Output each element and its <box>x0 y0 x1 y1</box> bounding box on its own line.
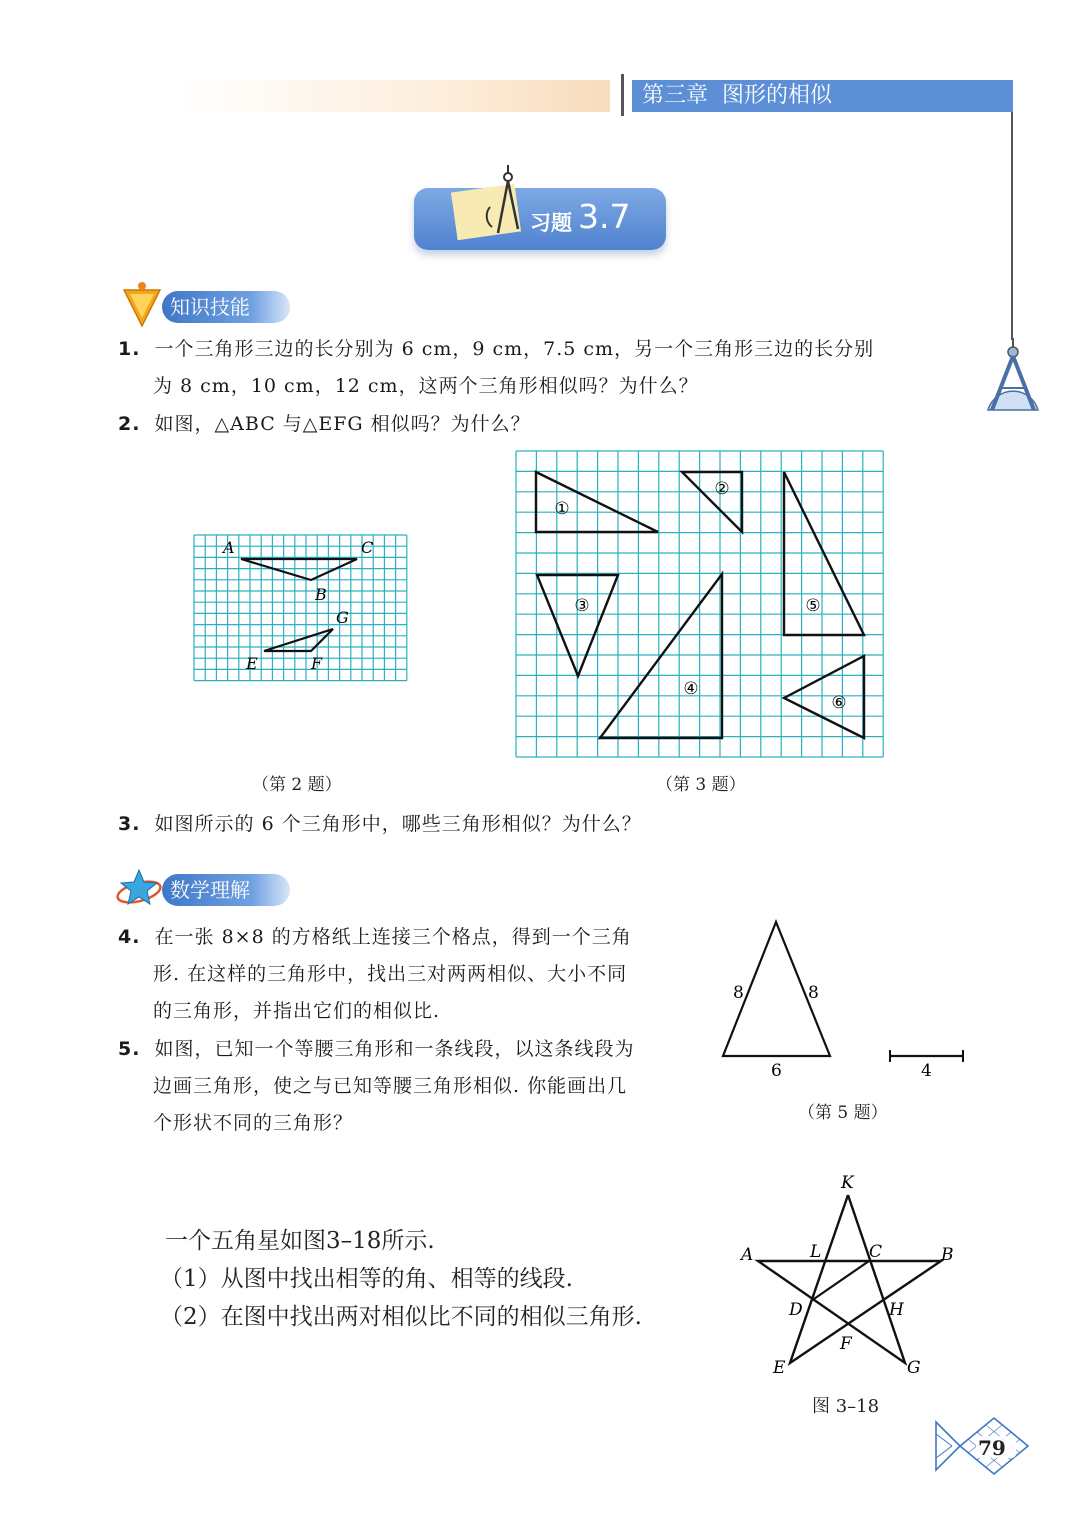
question-3 <box>118 805 642 843</box>
star-prompt-part2: （2）在图中找出两对相似比不同的相似三角形. <box>160 1304 642 1330</box>
figure-5-caption: （第 5 题） <box>798 1103 888 1123</box>
label-triangle-5: ⑤ <box>805 596 821 616</box>
star-prompt-part1: （1）从图中找出相等的角、相等的线段. <box>160 1266 573 1292</box>
label-triangle-3: ③ <box>574 596 590 616</box>
margin-rule <box>1011 112 1013 340</box>
question-5-line2: 边画三角形，使之与已知等腰三角形相似. 你能画出几 <box>153 1075 628 1097</box>
segment-cd <box>811 1261 869 1301</box>
figure-2-caption: （第 2 题） <box>252 775 342 795</box>
figure-2 <box>186 525 414 685</box>
star-prompt-intro: 一个五角星如图3–18所示. <box>165 1228 435 1254</box>
exercise-label: 习题 <box>530 211 572 235</box>
label-triangle-6: ⑥ <box>831 693 847 713</box>
question-5-line3: 个形状不同的三角形？ <box>153 1112 354 1134</box>
pencil-top-icon <box>122 280 162 328</box>
question-1-line1: 一个三角形三边的长分别为 6 cm，9 cm，7.5 cm，另一个三角形三边的长分别 <box>154 338 875 360</box>
chapter-number: 第三章 <box>642 83 709 108</box>
header-decoration <box>180 80 610 112</box>
label-g: G <box>336 608 349 627</box>
side-left-label: 8 <box>733 983 744 1003</box>
label-triangle-1: ① <box>554 499 570 519</box>
section-understanding-title: 数学理解 <box>170 878 250 902</box>
segment-label: 4 <box>921 1061 932 1081</box>
label-b: B <box>315 585 327 604</box>
triangle-efg <box>264 629 333 651</box>
triangle-6 <box>784 656 864 738</box>
compass-icon <box>470 165 530 245</box>
label-k: K <box>841 1173 854 1193</box>
label-c: C <box>869 1242 883 1262</box>
star-orbit-icon <box>114 866 164 910</box>
question-2-text: 如图，△ABC 与△EFG 相似吗？为什么？ <box>154 413 531 435</box>
label-g: G <box>907 1358 921 1378</box>
figure-3-18-caption: 图 3–18 <box>812 1396 880 1417</box>
question-4 <box>118 918 632 956</box>
question-2 <box>118 405 531 443</box>
header-divider <box>621 74 624 116</box>
triangle-2 <box>682 472 742 532</box>
question-5-number: 5. <box>118 1038 141 1060</box>
question-1-line2: 为 8 cm，10 cm，12 cm，这两个三角形相似吗？为什么？ <box>153 375 699 397</box>
base-label: 6 <box>771 1061 782 1081</box>
figure-3 <box>510 446 894 766</box>
label-e: E <box>246 654 258 673</box>
question-1-number: 1. <box>118 338 141 360</box>
label-d: D <box>789 1300 803 1320</box>
question-4-line1: 在一张 8×8 的方格纸上连接三个格点，得到一个三角 <box>154 926 632 948</box>
question-4-line3: 的三角形，并指出它们的相似比. <box>153 1000 441 1022</box>
label-l: L <box>810 1242 822 1262</box>
question-5-line1: 如图，已知一个等腰三角形和一条线段，以这条线段为 <box>154 1038 635 1060</box>
label-triangle-2: ② <box>714 479 730 499</box>
compass-protractor-icon <box>982 338 1044 416</box>
chapter-header-title <box>642 80 832 112</box>
question-3-number: 3. <box>118 813 141 835</box>
label-c: C <box>361 538 374 557</box>
label-f: F <box>840 1334 852 1354</box>
figure-3-18-pentagram <box>735 1165 960 1385</box>
label-b: B <box>941 1245 954 1265</box>
side-right-label: 8 <box>808 983 819 1003</box>
question-3-text: 如图所示的 6 个三角形中，哪些三角形相似？为什么？ <box>154 813 642 835</box>
label-a: A <box>223 538 235 557</box>
figure-3-caption: （第 3 题） <box>656 775 746 795</box>
question-4-number: 4. <box>118 926 141 948</box>
label-a: A <box>741 1245 754 1265</box>
label-e: E <box>773 1358 786 1378</box>
section-skills-title: 知识技能 <box>170 295 250 319</box>
label-h: H <box>889 1300 904 1320</box>
page-number: 79 <box>978 1436 1006 1460</box>
question-2-number: 2. <box>118 413 141 435</box>
question-1 <box>118 330 874 368</box>
figure-5 <box>715 915 975 1085</box>
label-triangle-4: ④ <box>683 679 699 699</box>
label-f: F <box>311 654 323 673</box>
question-4-line2: 形. 在这样的三角形中，找出三对两两相似、大小不同 <box>153 963 628 985</box>
exercise-number: 3.7 <box>578 197 631 236</box>
question-5 <box>118 1030 635 1068</box>
chapter-title: 图形的相似 <box>722 83 833 108</box>
